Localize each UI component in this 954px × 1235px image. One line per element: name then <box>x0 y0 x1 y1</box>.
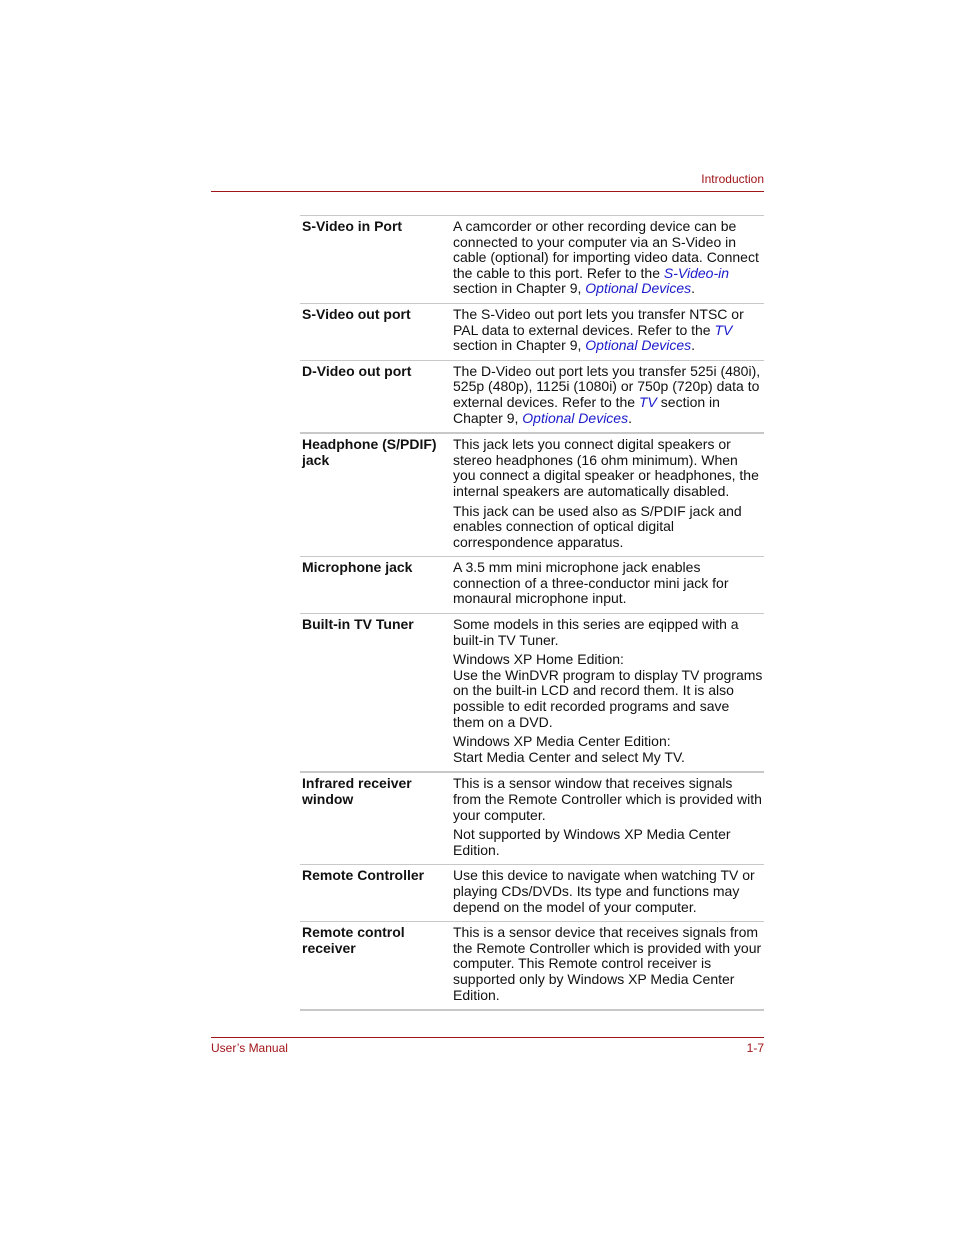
manual-title: User’s Manual <box>211 1041 288 1055</box>
table-row-remote-controller <box>300 865 764 922</box>
term-label: Remote control receiver <box>302 924 405 956</box>
header-rule <box>211 191 764 192</box>
desc-text: section in Chapter 9, <box>453 337 586 354</box>
desc-text: . <box>691 337 696 354</box>
term-description <box>453 868 764 915</box>
optional-devices-link[interactable]: Optional Devices <box>522 409 629 426</box>
desc-paragraph: Use this device to navigate when watching TV or playing CDs/DVDs. Its type and functions may depend on the model of your computer. <box>453 867 755 915</box>
table-row-s-video-in <box>300 216 764 304</box>
term-description <box>453 307 764 354</box>
term-description <box>453 437 764 550</box>
term-label: S-Video in Port <box>302 218 403 234</box>
desc-text: Windows XP Media Center Edition: <box>453 733 671 750</box>
desc-text: section in Chapter 9, <box>453 393 720 426</box>
desc-text: The S-Video out port lets you transfer NTSC or PAL data to external devices. Refer to the <box>453 305 744 338</box>
term-description <box>453 776 764 858</box>
desc-text: Use the WinDVR program to display TV programs on the built-in LCD and record them. It is also possible to edit recorded programs and save them on a DVD. <box>453 666 763 730</box>
term-label: S-Video out port <box>302 305 411 322</box>
term-description <box>453 219 764 297</box>
desc-text: section in Chapter 9, <box>453 280 586 297</box>
table-row-tv-tuner <box>300 614 764 773</box>
tv-link[interactable]: TV <box>714 321 733 338</box>
desc-paragraph <box>453 734 764 765</box>
term-description <box>453 925 764 1003</box>
table-row-microphone-jack <box>300 557 764 614</box>
term-description <box>453 560 764 607</box>
desc-paragraph: This jack can be used also as S/PDIF jack and enables connection of optical digital correspondence apparatus. <box>453 502 742 550</box>
table-row-headphone-jack <box>300 434 764 557</box>
desc-text: Start Media Center and select My TV. <box>453 748 685 765</box>
desc-paragraph: This is a sensor device that receives signals from the Remote Controller which is provided with your computer. This Remote control receiver is supported only by Windows XP Media Center Edition. <box>453 924 762 1003</box>
optional-devices-link[interactable]: Optional Devices <box>585 280 692 297</box>
ports-table <box>300 215 764 1011</box>
desc-paragraph: Not supported by Windows XP Media Center Edition. <box>453 826 731 858</box>
desc-paragraph <box>453 652 764 730</box>
s-video-in-link[interactable]: S-Video-in <box>663 264 730 281</box>
desc-paragraph: A 3.5 mm mini microphone jack enables connection of a three-conductor mini jack for monaural microphone input. <box>453 559 729 607</box>
desc-paragraph: This is a sensor window that receives signals from the Remote Controller which is provided with your computer. <box>453 775 762 823</box>
term-label: Microphone jack <box>302 559 413 576</box>
desc-paragraph: This jack lets you connect digital speakers or stereo headphones (16 ohm minimum). When you connect a digital speaker or headphones, the internal speakers are automatically disabled. <box>453 436 759 499</box>
desc-text: Windows XP Home Edition: <box>453 651 624 668</box>
term-description <box>453 617 764 765</box>
table-row-infrared-receiver <box>300 773 764 865</box>
table-row-d-video-out <box>300 361 764 434</box>
desc-text: . <box>628 409 632 426</box>
term-label: Built-in TV Tuner <box>302 616 414 633</box>
term-label: Remote Controller <box>302 867 425 884</box>
table-row-s-video-out <box>300 304 764 361</box>
optional-devices-link[interactable]: Optional Devices <box>585 337 692 354</box>
term-label: D-Video out port <box>302 362 412 379</box>
term-description <box>453 364 764 426</box>
desc-text: A camcorder or other recording device can be connected to your computer via an S-Video in cable (optional) for importing video data. Connect the cable to this port. Refer to the <box>453 218 759 281</box>
term-label: Headphone (S/PDIF) jack <box>302 436 437 468</box>
term-label: Infrared receiver window <box>302 775 412 807</box>
footer-rule <box>211 1037 764 1038</box>
table-row-remote-receiver <box>300 922 764 1011</box>
page-number: 1-7 <box>746 1041 764 1055</box>
desc-text: The D-Video out port lets you transfer 525i (480i), 525p (480p), 1125i (1080i) or 750p (720p) data to external devices. Refer to the <box>453 362 761 410</box>
tv-link[interactable]: TV <box>639 393 657 410</box>
section-title: Introduction <box>701 172 764 186</box>
desc-paragraph: Some models in this series are eqipped with a built-in TV Tuner. <box>453 616 739 648</box>
desc-text: . <box>691 280 696 297</box>
